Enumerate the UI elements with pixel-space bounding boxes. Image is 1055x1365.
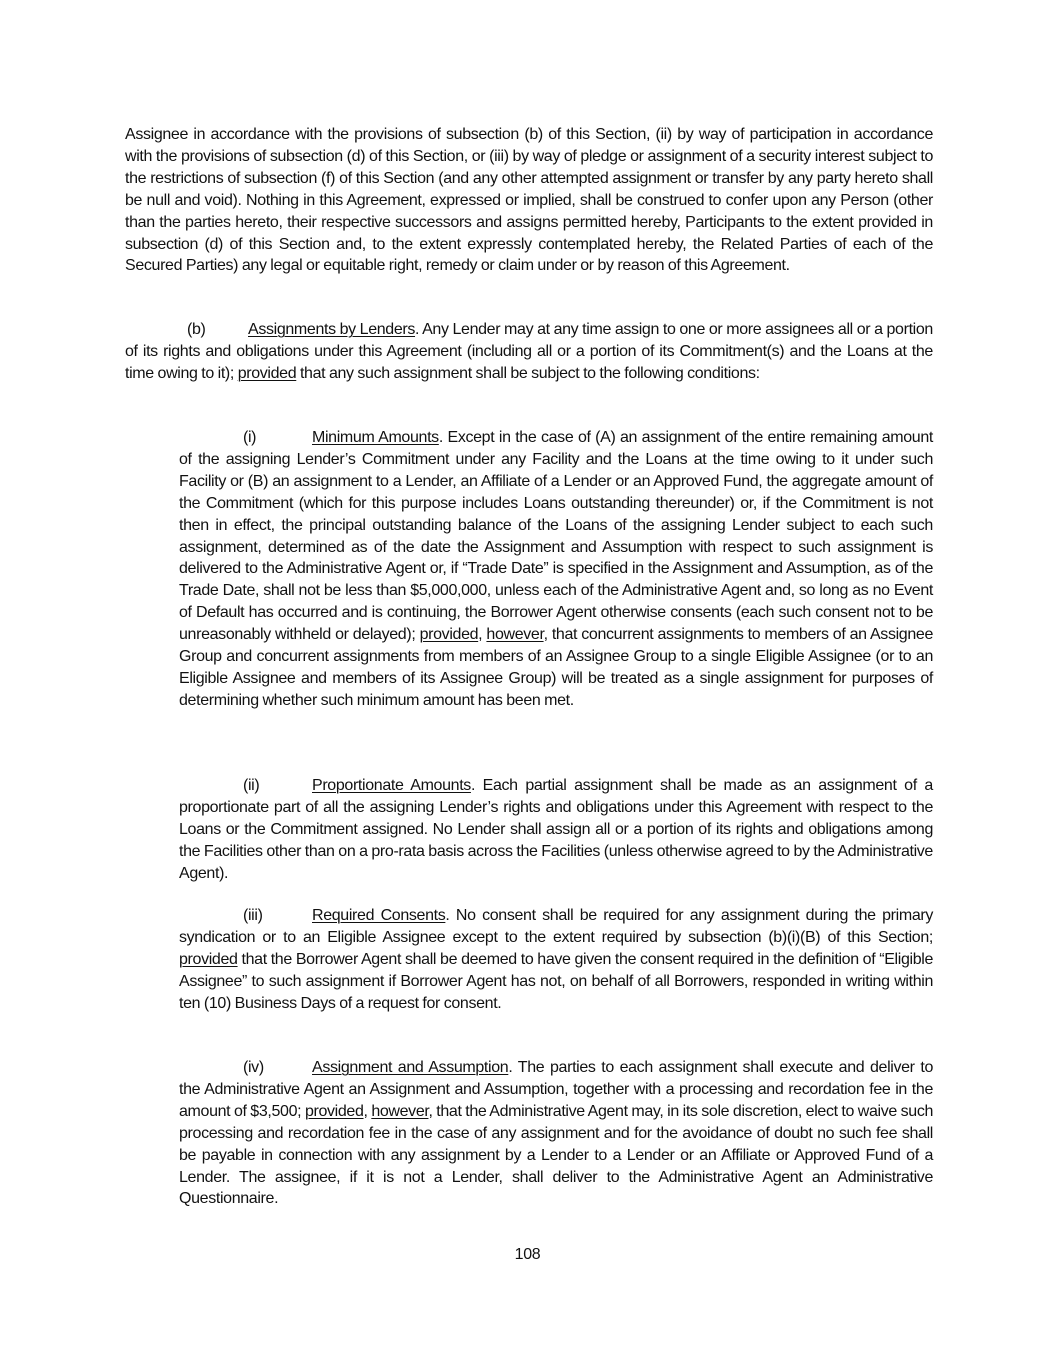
item-iv-text-end: , that the Administrative Agent may, in its sole discretion, elect to waive such processing and recordation fee in the case of any assignment and for the avoidance of doubt no such fee shall be payable in connection with any assignment by a Lender to a Lender or an Affiliate or Approved Fund of a Lender. The assignee, if it is not a Lender, shall deliver to the Administrative Agent an Administrative Questionnaire.: [179, 1102, 934, 1208]
item-i-comma: ,: [478, 626, 487, 644]
item-i-text-end: , that concurrent assignments to members of an Assignee Group and concurrent assignments from members of an Assignee Group to a single Eligible Assignee (or to an Eligible Assignee and members of its Assignee Group) will be treated as a single assignment for purposes of determining whether such minimum amount has been met.: [179, 626, 933, 709]
item-iii-provided: provided: [179, 950, 238, 968]
section-b-heading: Assignments by Lenders: [248, 321, 416, 338]
item-iv-provided: provided: [304, 1102, 364, 1120]
item-iv-however: however: [371, 1102, 429, 1120]
item-iv-comma: ,: [363, 1102, 372, 1120]
section-b-number: (b): [187, 321, 206, 338]
item-iv-text: . The parties to each assignment shall execute and deliver to the Administrative Agent an Assignment and Assumption, together with a processing and recordation fee in the amount of $3,500;: [179, 1059, 933, 1120]
item-ii-heading: Proportionate Amounts: [312, 777, 471, 794]
section-b-provided: provided: [237, 364, 297, 382]
item-iii-number: (iii): [243, 907, 263, 924]
item-i-paragraph: [179, 427, 933, 712]
item-iii-text-end: that the Borrower Agent shall be deemed to have given the consent required in the definition of “Eligible Assignee” to such assignment if Borrower Agent has not, on behalf of all Borrowers, responded in writing within ten (10) Business Days of a request for consent.: [179, 950, 933, 1012]
item-i-text: . Except in the case of (A) an assignment of the entire remaining amount of the assigning Lender’s Commitment under any Facility and the Loans at the time owing to it under such Facility or (B) an assignment to a Lender, an Affiliate of a Lender or an Approved Fund, the aggregate amount of the Commitment (which for this purpose includes Loans outstanding thereunder) or, if the Commitment is not then in effect, the principal outstanding balance of the Loans of the assigning Lender subject to each such assignment, determined as of the date the Assignment and Assumption with respect to such assignment is delivered to the Administrative Agent or, if “Trade Date” is specified in the Assignment and Assumption, as of the Trade Date, shall not be less than $5,000,000, unless each of the Administrative Agent and, so long as no Event of Default has occurred and is continuing, the Borrower Agent otherwise consents (each such consent not to be unreasonably withheld or delayed);: [179, 429, 933, 644]
item-iv-heading: Assignment and Assumption: [312, 1059, 509, 1076]
section-b-text-end: that any such assignment shall be subject to the following conditions:: [296, 364, 760, 382]
item-iii-paragraph: [179, 905, 933, 1015]
item-iii-heading: Required Consents: [312, 907, 446, 924]
item-ii-paragraph: [179, 775, 933, 885]
item-i-however: however: [486, 626, 544, 644]
section-b-paragraph: [125, 319, 933, 385]
item-i-number: (i): [243, 429, 257, 446]
item-ii-text: . Each partial assignment shall be made as an assignment of a proportionate part of all the assigning Lender’s rights and obligations under this Agreement with respect to the Loans or the Commitment assigned. No Lender shall assign all or a portion of its rights and obligations among the Facilities other than on a pro-rata basis across the Facilities (unless otherwise agreed to by the Administrative Agent).: [179, 777, 933, 882]
paragraph-intro: Assignee in accordance with the provisions of subsection (b) of this Section, (ii) by way of participation in accordance with the provisions of subsection (d) of this Section, or (iii) by way of pledge or assignment of a security interest subject to the restrictions of subsection (f) of this Section (and any other attempted assignment or transfer by any party hereto shall be null and void). Nothing in this Agreement, expressed or implied, shall be construed to confer upon any Person (other than the parties hereto, their respective successors and assigns permitted hereby, Participants to the extent provided in subsection (d) of this Section and, to the extent expressly contemplated hereby, the Related Parties of each of the Secured Parties) any legal or equitable right, remedy or claim under or by reason of this Agreement.: [125, 126, 933, 275]
item-iv-paragraph: [179, 1057, 933, 1210]
item-i-heading: Minimum Amounts: [312, 429, 439, 446]
item-iv-number: (iv): [243, 1059, 264, 1076]
item-ii-number: (ii): [243, 777, 260, 794]
item-iii-text: . No consent shall be required for any assignment during the primary syndication or to an Eligible Assignee except to the extent required by subsection (b)(i)(B) of this Section;: [179, 907, 933, 946]
section-b-text: . Any Lender may at any time assign to one or more assignees all or a portion of its rights and obligations under this Agreement (including all or a portion of its Commitment(s) and the Loans at the time owing to it);: [125, 321, 933, 382]
item-i-provided: provided: [419, 626, 479, 644]
page-number: 108: [514, 1246, 541, 1263]
